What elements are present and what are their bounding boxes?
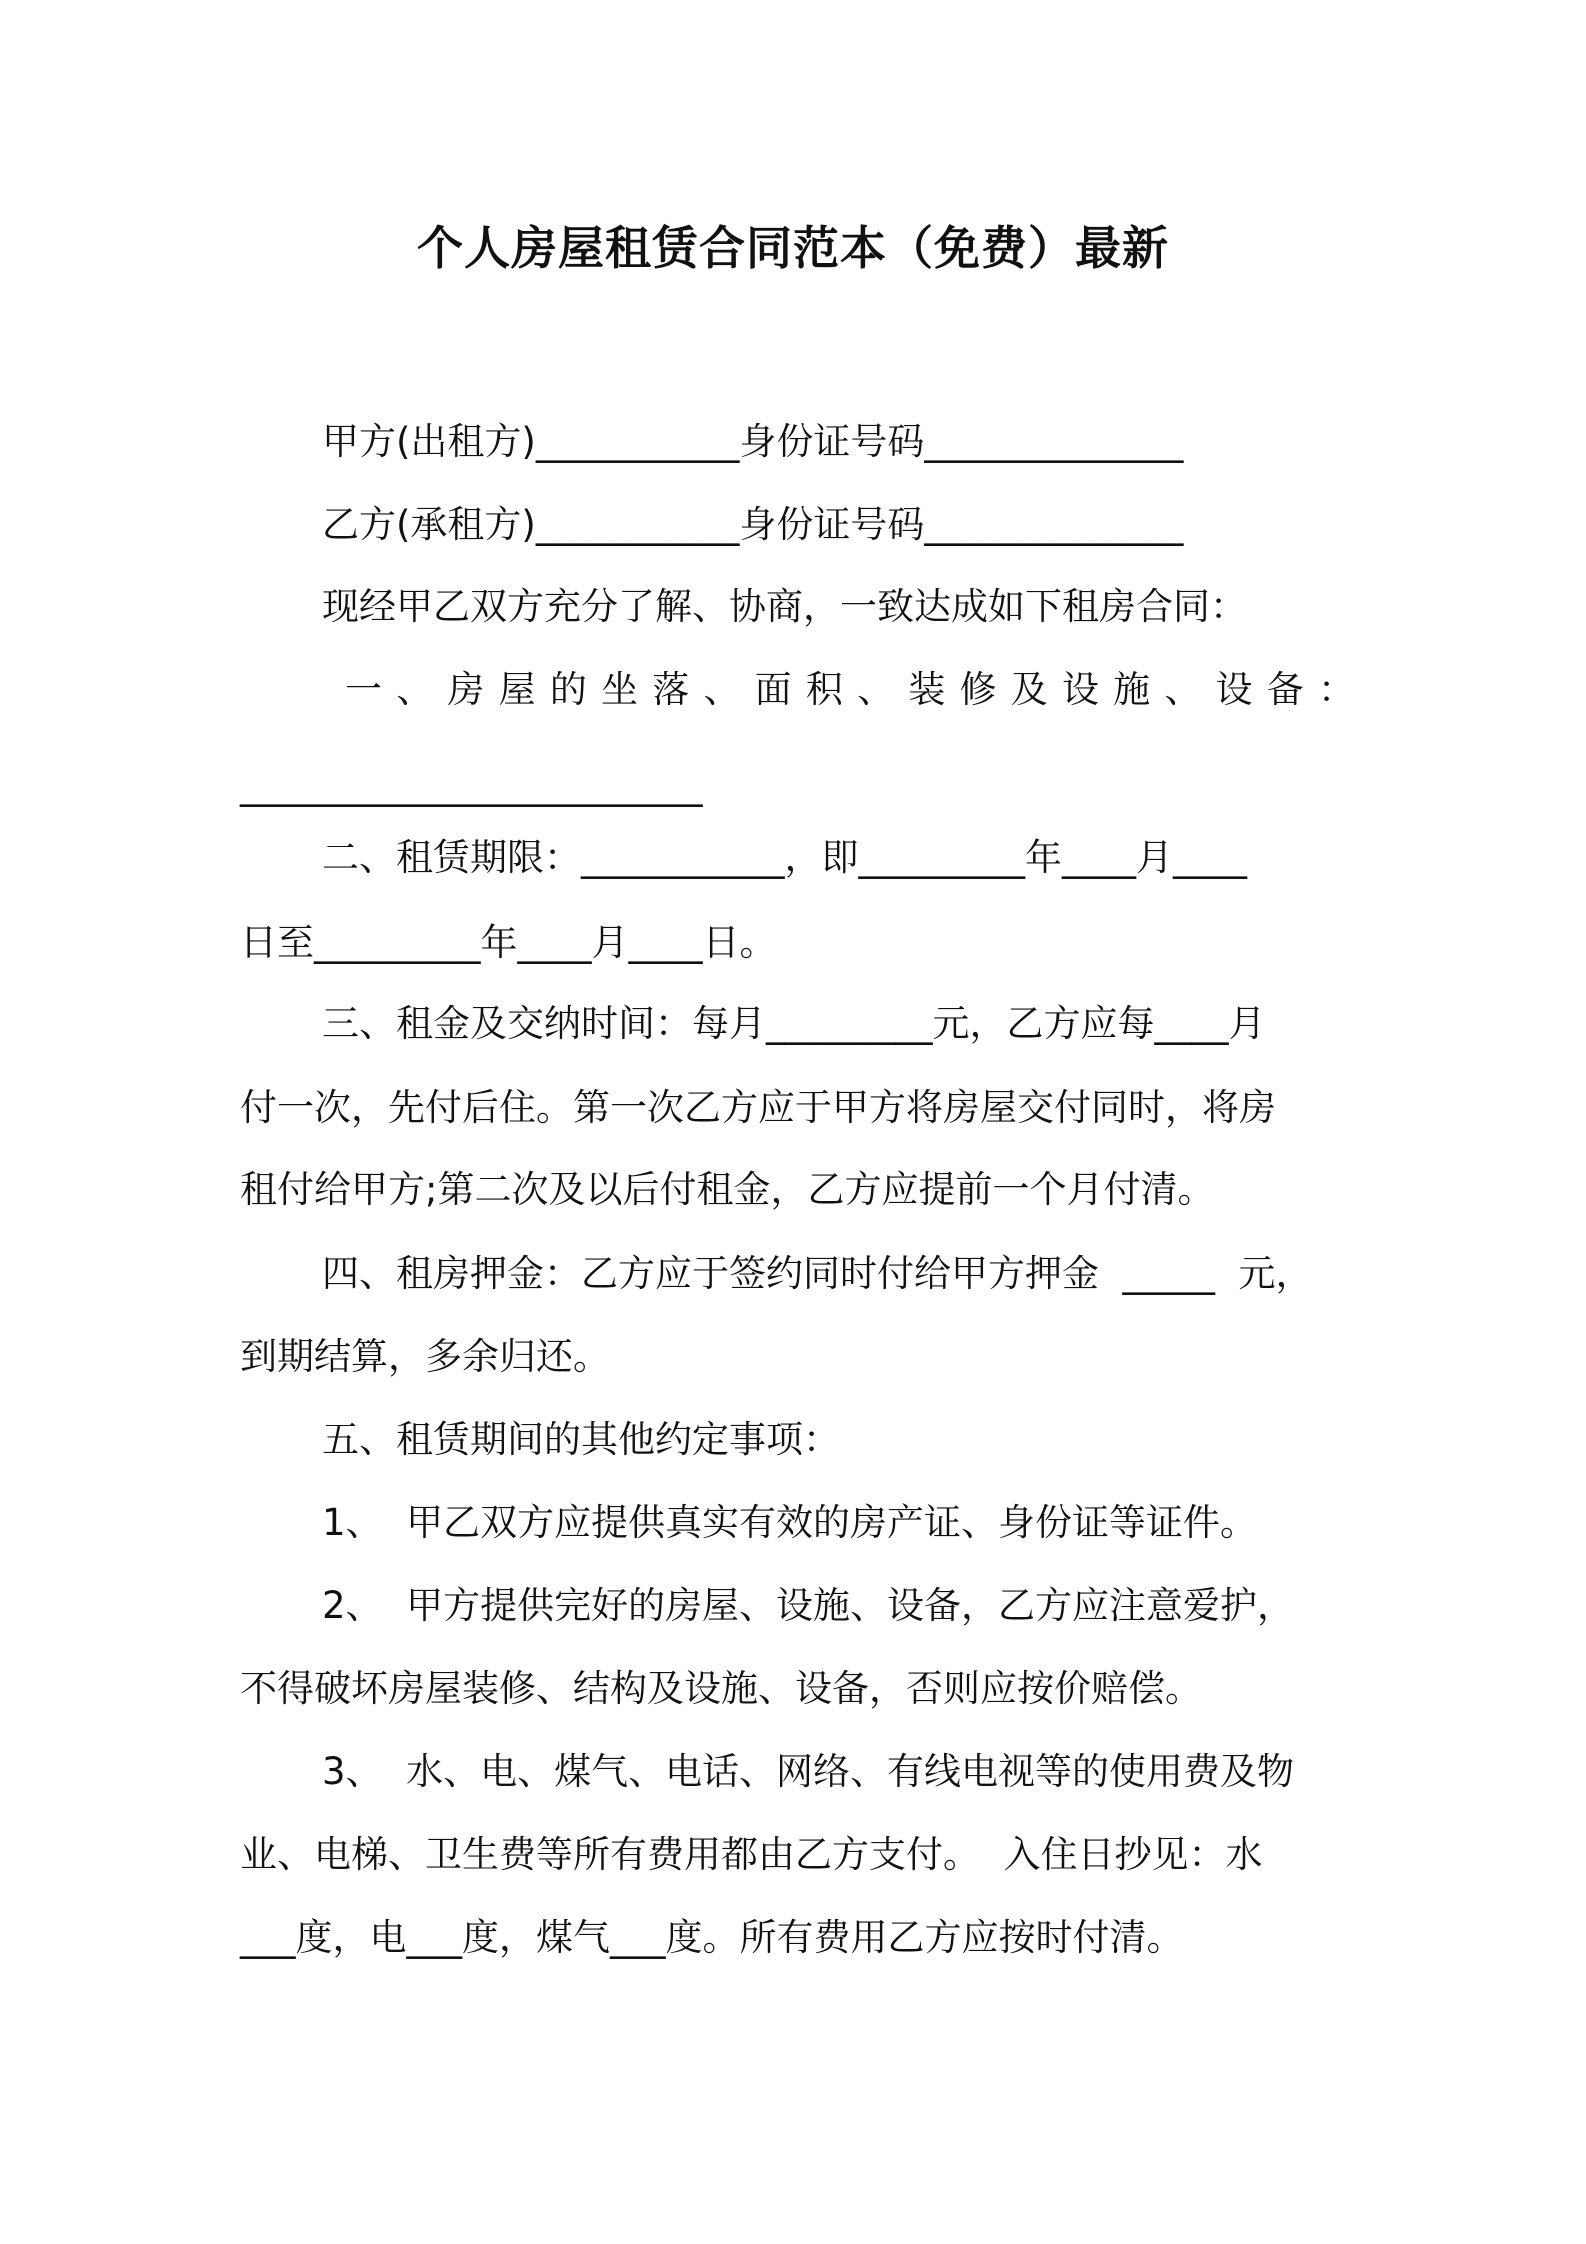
item-3-line-3: ___度，电___度，煤气___度。所有费用乙方应按时付清。 (240, 1916, 1184, 1959)
clause-2-line-2: 日至_________年____月____日。 (240, 921, 777, 964)
item-3-line-1: 3、 水、电、煤气、电话、网络、有线电视等的使用费及物 (322, 1750, 1295, 1793)
item-1-line: 1、 甲乙双方应提供真实有效的房产证、身份证等证件。 (322, 1501, 1258, 1544)
clause-3-line-2: 付一次，先付后住。第一次乙方应于甲方将房屋交付同时，将房 (240, 1086, 1276, 1129)
item-3-line-2: 业、电梯、卫生费等所有费用都由乙方支付。 入住日抄见：水 (240, 1833, 1263, 1876)
clause-3-line-3: 租付给甲方;第二次及以后付租金，乙方应提前一个月付清。 (240, 1168, 1215, 1211)
clause-4-line-2: 到期结算，多余归还。 (240, 1335, 610, 1378)
item-2-line-1: 2、 甲方提供完好的房屋、设施、设备，乙方应注意爱护， (322, 1584, 1295, 1627)
clause-2-line-1: 二、租赁期限：___________，即_________年____月____ (322, 836, 1247, 879)
clause-3-line-1: 三、租金及交纳时间：每月_________元，乙方应每____月 (322, 1002, 1266, 1045)
item-2-line-2: 不得破坏房屋装修、结构及设施、设备，否则应按价赔偿。 (240, 1667, 1202, 1710)
party-b-line: 乙方(承租方)___________身份证号码______________ (322, 503, 1184, 546)
party-a-line: 甲方(出租方)___________身份证号码______________ (322, 420, 1184, 463)
clause-4-line-1: 四、租房押金：乙方应于签约同时付给甲方押金 _____ 元， (322, 1252, 1313, 1295)
clause-1-blank: _________________________ (240, 764, 703, 807)
clause-5-heading: 五、租赁期间的其他约定事项： (322, 1418, 840, 1461)
intro-line: 现经甲乙双方充分了解、协商，一致达成如下租房合同： (322, 585, 1247, 628)
document-title: 个人房屋租赁合同范本（免费）最新 (417, 221, 1169, 275)
clause-1-heading: 一、房屋的坐落、面积、装修及设施、设备： (345, 668, 1355, 711)
